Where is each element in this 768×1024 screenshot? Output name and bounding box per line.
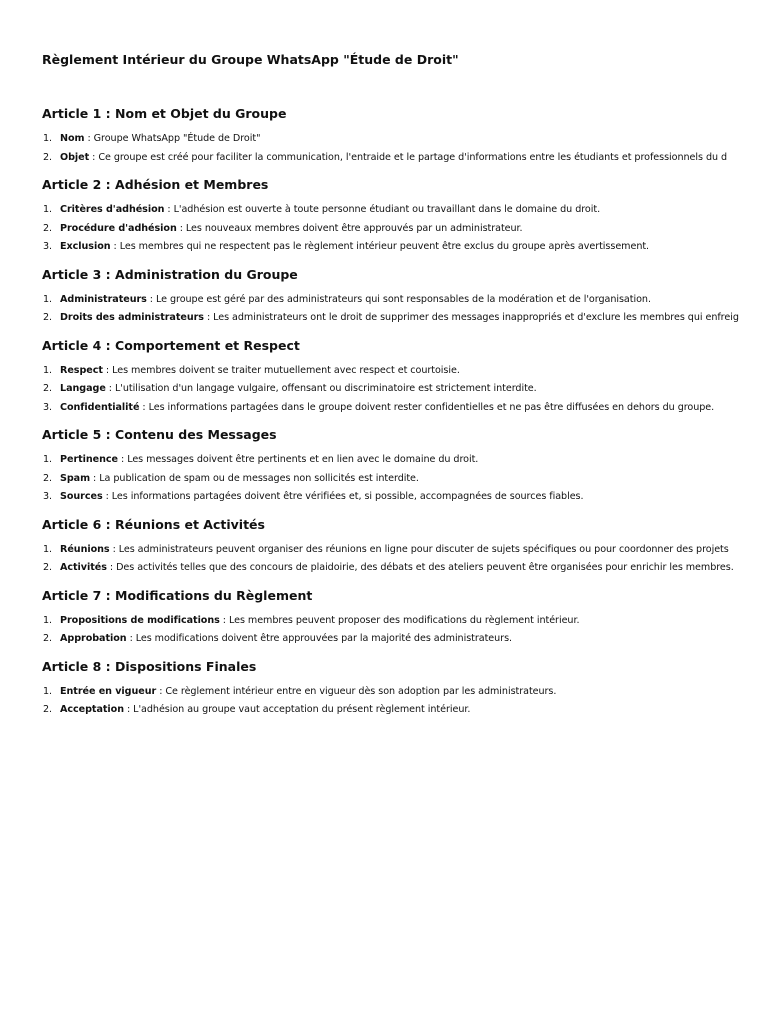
list-item-text: : Le groupe est géré par des administrateurs qui sont responsables de la modération et de l'organisation. (146, 293, 651, 305)
list-item-term: Exclusion (60, 241, 111, 252)
list-item-number: 1. (43, 685, 53, 697)
article-section (42, 427, 768, 507)
list-item (42, 399, 768, 418)
list-item-text: : Les informations partagées dans le groupe doivent rester confidentielles et ne pas être diffusées en dehors du groupe. (139, 401, 715, 413)
list-item-term: Entrée en vigueur (60, 685, 157, 697)
list-item-term: Nom (60, 133, 85, 144)
list-item (42, 201, 768, 220)
list-item-term: Procédure d'adhésion (60, 222, 177, 234)
list-item-text: : Les informations partagées doivent être vérifiées et, si possible, accompagnées de sources fiables. (102, 491, 584, 502)
list-item-text: : Les modifications doivent être approuvées par la majorité des administrateurs. (126, 633, 513, 644)
list-item-term: Respect (60, 364, 103, 376)
list-item-text: : L'adhésion au groupe vaut acceptation du présent règlement intérieur. (123, 704, 471, 715)
list-item-number: 1. (43, 204, 53, 215)
list-item (42, 559, 768, 578)
list-item-term: Approbation (60, 633, 127, 644)
article-heading: Article 7 : Modifications du Règlement (42, 587, 313, 603)
list-item-term: Droits des administrateurs (60, 312, 204, 323)
article-list (42, 201, 768, 257)
list-item-number: 2. (43, 562, 53, 573)
list-item-text: : Les membres qui ne respectent pas le règlement intérieur peuvent être exclus du groupe après avertissement. (110, 241, 650, 252)
article-section (42, 338, 768, 418)
document-title: Règlement Intérieur du Groupe WhatsApp "Étude de Droit" (42, 52, 459, 67)
document-page (42, 52, 768, 730)
list-item-text: : L'adhésion est ouverte à toute personne étudiant ou travaillant dans le domaine du droit. (164, 204, 601, 215)
list-item-number: 1. (43, 543, 53, 555)
article-heading: Article 8 : Dispositions Finales (42, 658, 257, 674)
list-item-number: 2. (43, 383, 53, 394)
list-item-term: Sources (60, 491, 103, 502)
article-list (42, 291, 768, 328)
list-item-number: 3. (43, 491, 53, 502)
list-item-text: : Les nouveaux membres doivent être approuvés par un administrateur. (176, 222, 523, 234)
list-item (42, 488, 768, 507)
list-item-number: 2. (43, 151, 53, 163)
list-item-number: 1. (43, 454, 53, 465)
list-item (42, 380, 768, 399)
list-item-text: : L'utilisation d'un langage vulgaire, offensant ou discriminatoire est strictement interdite. (105, 383, 537, 394)
list-item-number: 1. (43, 133, 53, 144)
list-item-term: Activités (60, 562, 107, 573)
list-item (42, 362, 768, 381)
list-item-number: 1. (43, 293, 53, 305)
list-item-term: Acceptation (60, 704, 124, 715)
list-item-text: : Les membres doivent se traiter mutuellement avec respect et courtoisie. (102, 364, 460, 376)
list-item-text: : Les messages doivent être pertinents et en lien avec le domaine du droit. (118, 454, 479, 465)
list-item-term: Réunions (60, 543, 110, 555)
article-heading: Article 2 : Adhésion et Membres (42, 177, 269, 192)
article-section (42, 659, 768, 720)
article-section (42, 588, 768, 649)
list-item-term: Langage (60, 383, 106, 394)
list-item (42, 238, 768, 257)
article-section (42, 267, 768, 328)
list-item (42, 470, 768, 489)
list-item (42, 309, 768, 328)
list-item (42, 291, 768, 310)
list-item (42, 630, 768, 649)
list-item-text: : Groupe WhatsApp "Étude de Droit" (84, 133, 261, 144)
article-list (42, 612, 768, 649)
list-item (42, 220, 768, 239)
list-item-term: Objet (60, 151, 90, 163)
list-item-term: Administrateurs (60, 293, 147, 305)
list-item-number: 3. (43, 241, 53, 252)
list-item (42, 683, 768, 702)
list-item-number: 1. (43, 364, 53, 376)
article-heading: Article 5 : Contenu des Messages (42, 427, 277, 442)
article-heading: Article 1 : Nom et Objet du Groupe (42, 106, 287, 121)
article-heading: Article 3 : Administration du Groupe (42, 266, 298, 282)
list-item-text: : Ce règlement intérieur entre en vigueur dès son adoption par les administrateurs. (156, 685, 557, 697)
list-item-number: 3. (43, 401, 53, 413)
list-item-number: 2. (43, 222, 53, 234)
list-item-number: 2. (43, 633, 53, 644)
list-item (42, 612, 768, 631)
article-list (42, 683, 768, 720)
article-heading: Article 4 : Comportement et Respect (42, 337, 300, 353)
article-heading: Article 6 : Réunions et Activités (42, 516, 265, 532)
article-section (42, 106, 768, 167)
list-item-term: Critères d'adhésion (60, 204, 165, 215)
list-item-term: Propositions de modifications (60, 614, 220, 626)
list-item-term: Spam (60, 472, 91, 484)
list-item-text: : Les administrateurs ont le droit de supprimer des messages inappropriés et d'exclure les membres qui enfreig (203, 312, 739, 323)
article-list (42, 451, 768, 507)
list-item-term: Pertinence (60, 454, 119, 465)
list-item (42, 541, 768, 560)
list-item-text: : Des activités telles que des concours de plaidoirie, des débats et des ateliers peuvent être organisées pour enrichir les membres. (106, 562, 734, 573)
article-list (42, 541, 768, 578)
article-section (42, 517, 768, 578)
list-item-text: : Les administrateurs peuvent organiser des réunions en ligne pour discuter de sujets spécifiques ou pour coordonner des projets (109, 543, 729, 555)
list-item (42, 130, 768, 149)
list-item-number: 2. (43, 472, 53, 484)
articles-container (42, 106, 768, 720)
article-list (42, 362, 768, 418)
list-item-number: 2. (43, 312, 53, 323)
article-list (42, 130, 768, 167)
list-item (42, 451, 768, 470)
list-item-term: Confidentialité (60, 401, 140, 413)
list-item-text: : Les membres peuvent proposer des modifications du règlement intérieur. (219, 614, 580, 626)
list-item-number: 2. (43, 704, 53, 715)
list-item-text: : La publication de spam ou de messages non sollicités est interdite. (90, 472, 419, 484)
list-item (42, 701, 768, 720)
list-item-number: 1. (43, 614, 53, 626)
article-section (42, 177, 768, 257)
list-item-text: : Ce groupe est créé pour faciliter la communication, l'entraide et le partage d'informations entre les étudiants et professionnels du d (89, 151, 728, 163)
list-item (42, 149, 768, 168)
